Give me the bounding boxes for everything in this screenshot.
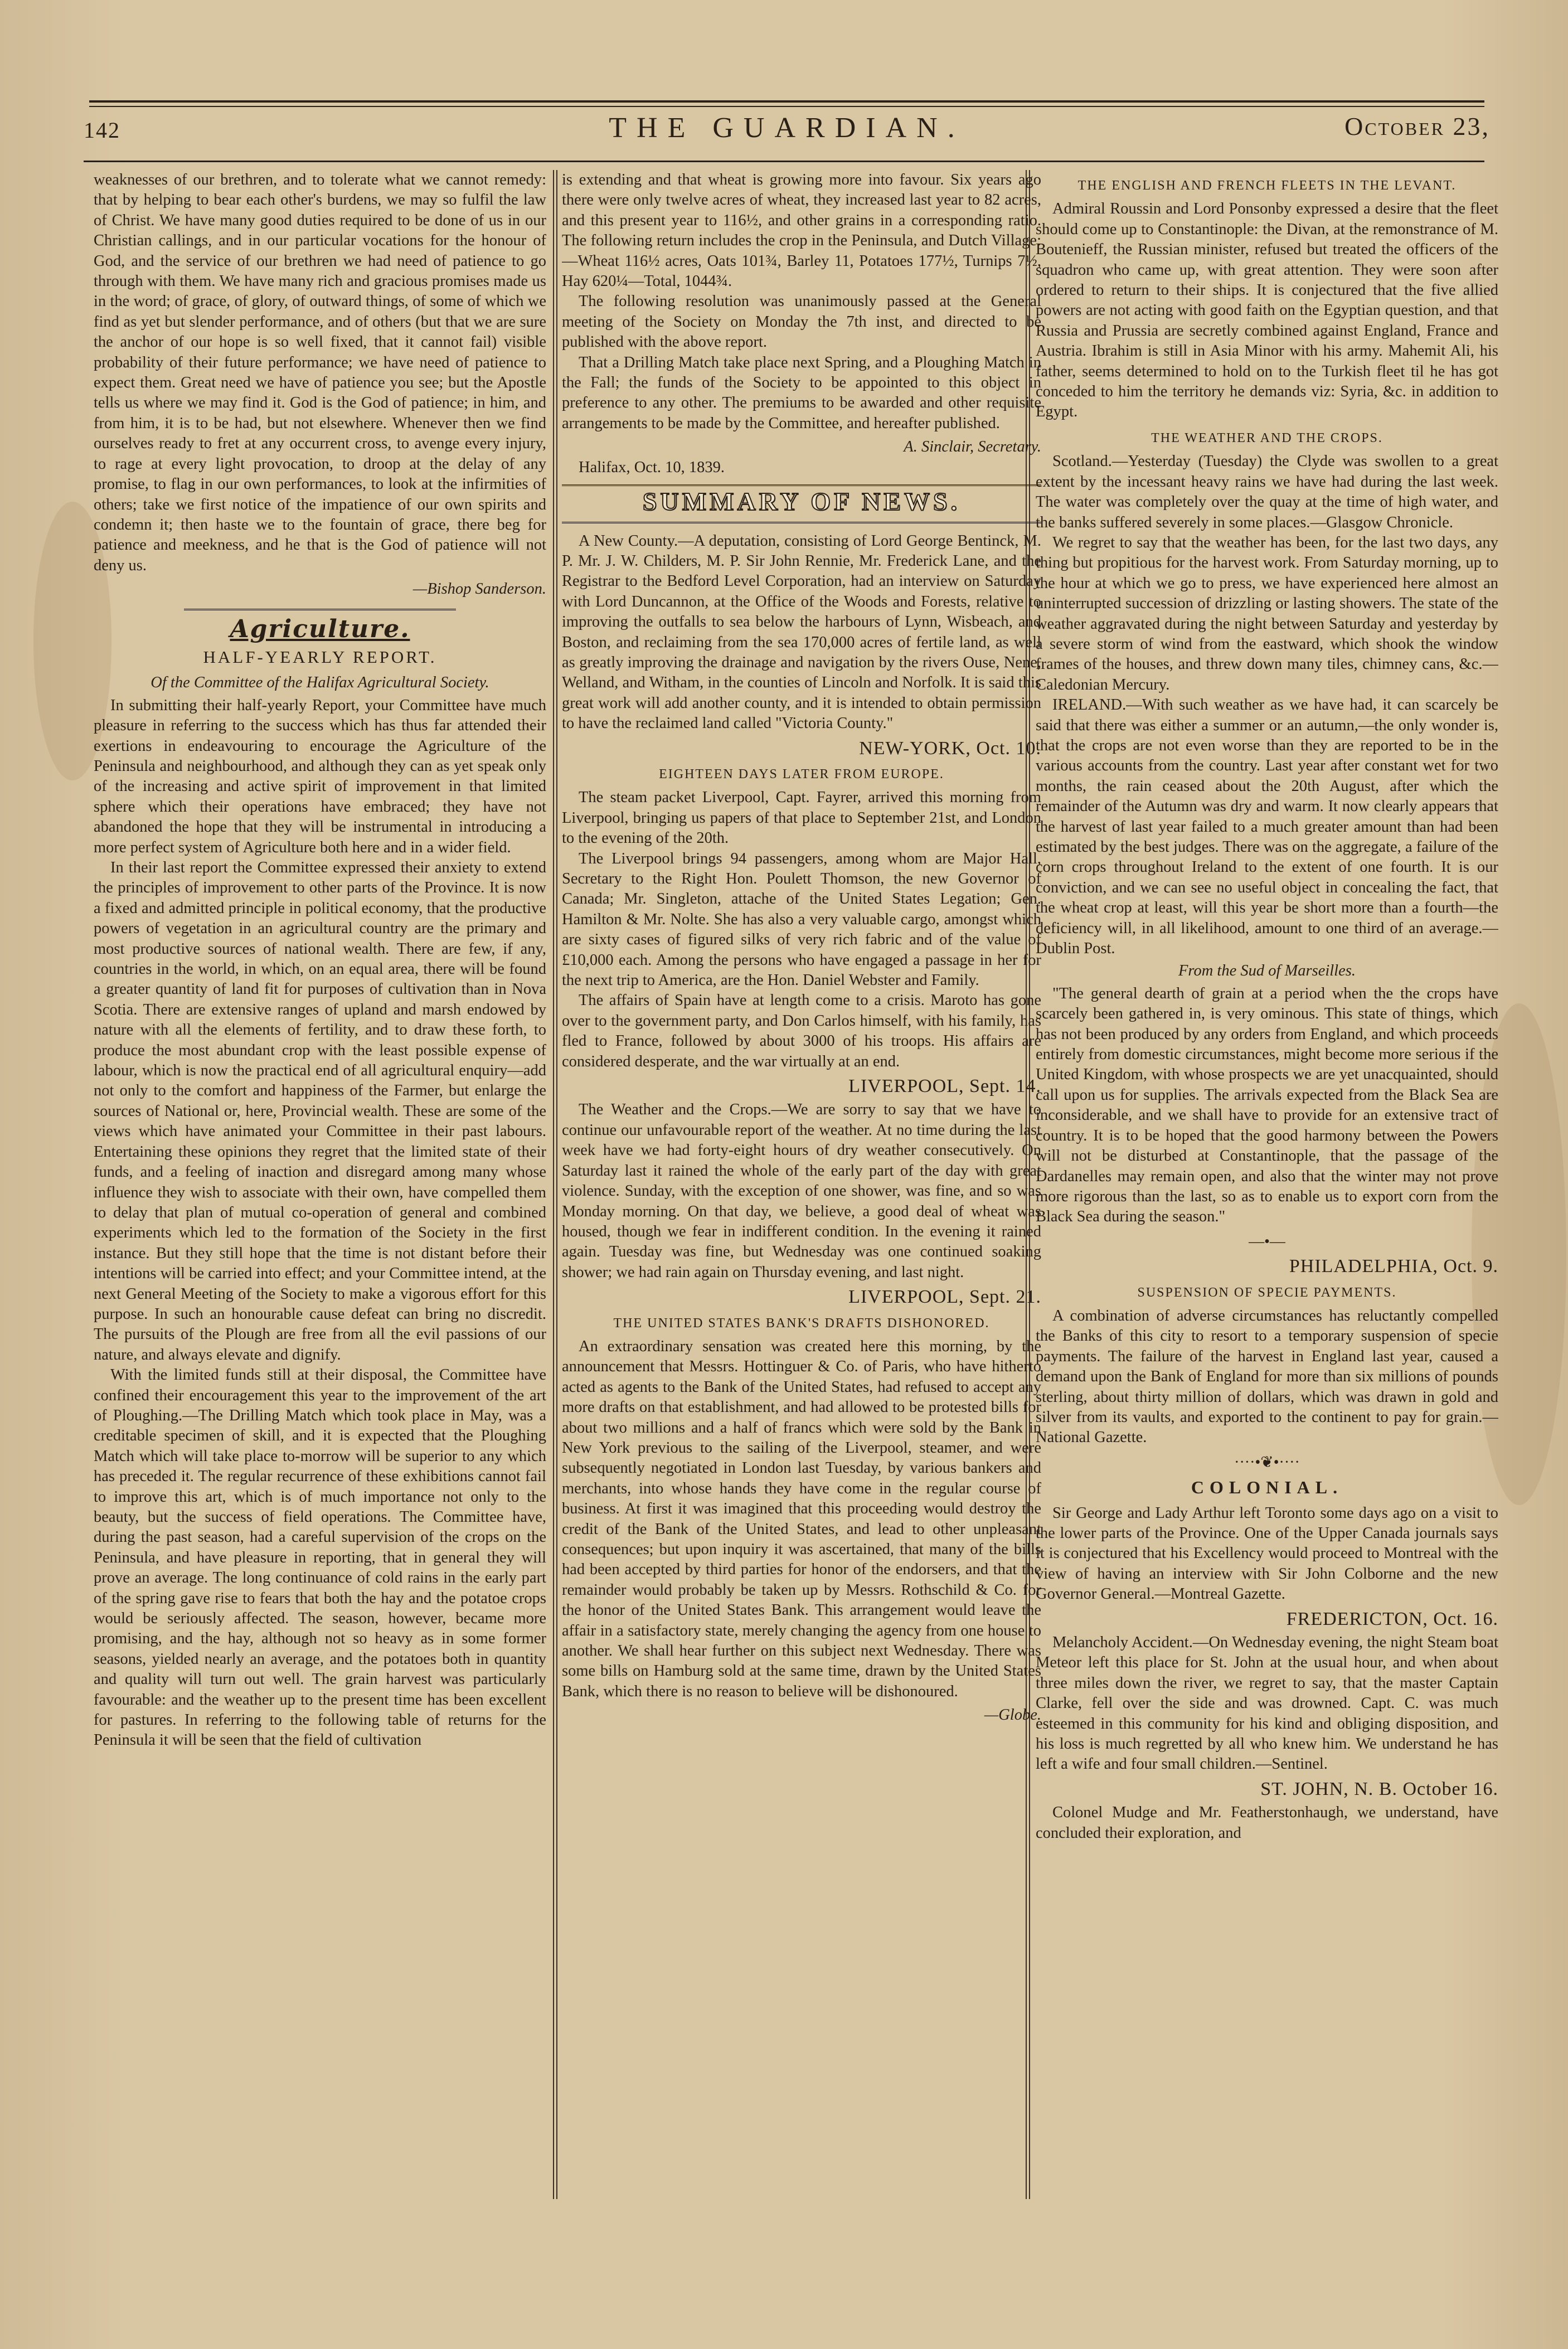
news-paragraph: A New County.—A deputation, consisting of Lord George Bentinck, M. P. Mr. J. W. Childers, M. P. Sir John Rennie, Mr. Frederick Lane, and the Registrar to the Bedford Level Corporation, had an interview on Saturday with Lord Duncannon, at the Office of the Woods and Forests, relative to improving the outfalls to sea below the harbours of Lynn, Wisbeach, and Boston, and reclaiming from the sea 170,000 acres of fertile land, as well as greatly improving the drainage and navigation by the rivers Ouse, Nene, Welland, and Witham, in the counties of Lincoln and Norfolk. It is said this great work will add another county, and it is intended to obtain permission to have the reclaimed land called "Victoria County." xyxy=(562,532,1041,732)
stjohn-dateline: ST. JOHN, N. B. October 16. xyxy=(1260,1778,1498,1799)
header-rule xyxy=(84,161,1484,162)
news-paragraph: "The general dearth of grain at a period when the the crops have scarcely been gathered in, is very ominous. This state of things, which has not been produced by any orders from England, and which proceeds entirely from domestic circumstances, might become more serious if the United Kingdom, with whose prospects we are yet unacquainted, should call upon us for supplies. The arrivals expected from the Black Sea are inconsiderable, and we shall have to provide for an extensive tract of country. It is to be hoped that the good harmony between the Powers will not be disturbed at Constantinople, that the passage of the Dardanelles may remain open, and also that the winter may not prove more rigorous than the last, so as to enable us to export corn from the Black Sea during the season." xyxy=(1036,984,1498,1226)
news-paragraph: Colonel Mudge and Mr. Featherstonhaugh, we understand, have concluded their exploration, and xyxy=(1036,1804,1498,1842)
news-paragraph: The Liverpool brings 94 passengers, among whom are Major Hall, Secretary to the Right Hon. Poulett Thomson, the new Governor of Canada; Mr. Singleton, attache of the United States Legation; Gen. Hamilton & Mr. Nolte. She has also a very valuable cargo, amongst which are sixty cases of figured silks of very rich fabric and of the value of £10,000 each. Among the persons who have engaged a passage in her for the next trip to America, are the Hon. Daniel Webster and Family. xyxy=(562,850,1041,989)
column-middle xyxy=(562,170,1041,2205)
philadelphia-dateline: PHILADELPHIA, Oct. 9. xyxy=(1289,1256,1498,1277)
column-right xyxy=(1036,170,1498,2205)
agriculture-heading-text: Agriculture. xyxy=(230,614,410,643)
news-paragraph: The Weather and the Crops.—We are sorry to say that we have to continue our unfavourable report of the weather. At no time during the last week have we had forty-eight hours of dry weather consecutively. On Saturday last it rained the whole of the early part of the day with great violence. Sunday, with the exception of one shower, was fine, and so was Monday morning. On that day, we believe, a good deal of wheat was housed, though we fear in indifferent condition. In the evening it rained again. Tuesday was fine, but Wednesday was one continued soaking shower; we had rain again on Thursday evening, and last night. xyxy=(562,1101,1041,1281)
news-paragraph: A combination of adverse circumstances has reluctantly compelled the Banks of this city to resort to a temporary suspension of specie payments. The failure of the harvest in England last year, caused a demand upon the Bank of England for more than six millions of pounds sterling, about thirty million of dollars, which was drawn in gold and silver from its vaults, and exported to the continent to pay for grain.—National Gazette. xyxy=(1036,1307,1498,1447)
globe-signature: —Globe. xyxy=(984,1706,1041,1724)
news-paragraph: Sir George and Lady Arthur left Toronto some days ago on a visit to the lower parts of the Province. One of the Upper Canada journals says it is conjectured that his Excellency would proceed to Montreal with the view of having an interview with Sir John Colborne and the new Governor General.—Montreal Gazette. xyxy=(1036,1504,1498,1603)
europe-news-title: EIGHTEEN DAYS LATER FROM EUROPE. xyxy=(659,766,944,782)
liverpool-dateline: LIVERPOOL, Sept. 14. xyxy=(848,1076,1041,1097)
news-paragraph: The affairs of Spain have at length come to a crisis. Maroto has gone over to the government party, and Don Carlos himself, with his family, has fled to France, followed by about 3000 of his troops. His affairs are considered desperate, and the war virtually at an end. xyxy=(562,992,1041,1070)
resolution-paragraph: That a Drilling Match take place next Spring, and a Ploughing Match in the Fall; the funds of the Society to be appointed to this object in preference to any other. The premiums to be awarded and other requisite arrangements to be made by the Committee, and hereafter published. xyxy=(562,353,1041,432)
page-header xyxy=(84,111,1490,151)
fleets-title: THE ENGLISH AND FRENCH FLEETS IN THE LEVANT. xyxy=(1077,178,1457,193)
sermon-signature: —Bishop Sanderson. xyxy=(412,580,546,598)
ornament-divider: ····•❦•···· xyxy=(1234,1453,1300,1471)
resolution-paragraph: The following resolution was unanimously passed at the General meeting of the Society on Monday the 7th inst, and directed to be published with the above report. xyxy=(562,293,1041,351)
report-paragraph: With the limited funds still at their disposal, the Committee have confined their encouragement this year to the improvement of the art of Ploughing.—The Drilling Match which took place in May, was a creditable specimen of skill, and it is expected that the Ploughing Match which will take place to-morrow will be superior to any which has preceded it. The regular recurrence of these exhibitions cannot fail to improve this art, which is of much importance not only to the beauty, but the success of field operations. The Committee have, during the past season, had a careful supervision of the crops on the Peninsula, and have pleasure in reporting, that in general they will prove an average. The long continuance of cold rains in the early part of the spring gave rise to fears that both the hay and the potatoe crops would be seriously affected. The season, however, became more promising, and the hay, although not so heavy as in some former seasons, yielded nearly an average, and the potatoes both in quantity and quality will turn out well. The grain harvest was particularly favourable: and the weather up to the present time has been excellent for pastures. In referring to the following table of returns for the Peninsula it will be seen that the field of cultivation xyxy=(94,1366,546,1749)
news-paragraph: Melancholy Accident.—On Wednesday evening, the night Steam boat Meteor left this place for St. John at the usual hour, and when about three miles down the river, we regret to say, that the master Captain Clarke, fell over the side and was drowned. Capt. C. was much esteemed in this community for his kind and obliging disposition, and his loss is much regretted by all who knew him. We understand he has left a wife and four small children.—Sentinel. xyxy=(1036,1634,1498,1773)
report-title: HALF-YEARLY REPORT. xyxy=(203,647,437,667)
summary-of-news-title: SUMMARY OF NEWS. xyxy=(642,487,961,516)
weather-title: THE WEATHER AND THE CROPS. xyxy=(1151,430,1383,445)
report-subtitle: Of the Committee of the Halifax Agricultural Society. xyxy=(151,674,489,692)
agriculture-heading xyxy=(94,614,546,643)
news-paragraph: IRELAND.—With such weather as we have had, it can scarcely be said that there was either a summer or an autumn,—the only wonder is, that the crops are not even worse than they are reported to be in the various accounts from the country. Last year after constant wet for two months, the rain ceased about the 20th August, after which the remainder of the Autumn was dry and warm. It now clearly appears that the harvest of last year failed to a much greater amount than had been estimated by the best judges. There was on the aggregate, a failure of the corn crops throughout Ireland to the extent of one fourth. It is our conviction, and we can see no useful object in concealing the fact, that the wheat crop at least, will this year be short more than a fourth—the deficiency will, in all likelihood, amount to one third of an average.—Dublin Post. xyxy=(1036,696,1498,958)
summary-of-news-banner xyxy=(562,484,1041,523)
bank-news-title: THE UNITED STATES BANK'S DRAFTS DISHONORED. xyxy=(613,1316,990,1331)
column-rule xyxy=(556,170,557,2199)
news-paragraph: Scotland.—Yesterday (Tuesday) the Clyde was swollen to a great extent by the incessant heavy rains we have had during the last week. The water was completely over the quay at the time of high water, and the banks suffered severely in some places.—Glasgow Chronicle. xyxy=(1036,453,1498,531)
small-divider: —•— xyxy=(1249,1232,1285,1250)
page-number: 142 xyxy=(84,118,120,143)
news-paragraph: Admiral Roussin and Lord Ponsonby expressed a desire that the fleet should come up to Constantinople: the Divan, at the remonstrance of M. Boutenieff, the Russian minister, refused but treated the officers of the squadron who came up, with great attention. They were soon after ordered to return to their ships. It is conjectured that the five allied powers are not acting with good faith on the Egyptian question, and that Russia and Prussia are secretly combined against England, France and Austria. Ibrahim is still in Asia Minor with his army. Mahemit Ali, his father, seems determined to hold on to the Turkish fleet til he has got conceded to him the territory he demands viz: Syria, &c. in addition to Egypt. xyxy=(1036,200,1498,421)
masthead-title: THE GUARDIAN. xyxy=(609,112,965,144)
report-paragraph: In submitting their half-yearly Report, your Committee have much pleasure in referring to the success which has thus far attended their exertions in endeavouring to encourage the Agriculture of the Peninsula and neighbourhood, and although they can as yet speak only of the increasing and active spirit of improvement in that limited sphere which their operations have embraced; they have not abandoned the hope that they will be instrumental in introducing a more perfect system of Agriculture both here and in a wider field. xyxy=(94,696,546,856)
news-paragraph: We regret to say that the weather has been, for the last two days, any thing but propitious for the harvest work. From Saturday morning, up to the hour at which we go to press, we have experienced here almost an uninterrupted succession of drizzling or lasting showers. The state of the weather aggravated during the night between Saturday and yesterday by a severe storm of wind from the eastward, which shook the window frames of the houses, and threw down many tiles, chimney cans, &c.—Caledonian Mercury. xyxy=(1036,533,1498,693)
newyork-dateline: NEW-YORK, Oct. 10. xyxy=(859,737,1041,759)
report-paragraph: is extending and that wheat is growing more into favour. Six years ago there were only twelve acres of wheat, they increased last year to 82 acres, and this present year to 116½, and other grains in a corresponding ratio. The following return includes the crop in the Peninsula, and Dutch Village:—Wheat 116½ acres, Oats 101¾, Barley 11, Potatoes 177½, Turnips 7½, Hay 620¼—Total, 1044¾. xyxy=(562,171,1041,290)
fredericton-dateline: FREDERICTON, Oct. 16. xyxy=(1286,1608,1498,1629)
liverpool-dateline: LIVERPOOL, Sept. 21. xyxy=(848,1287,1041,1308)
top-rule xyxy=(89,100,1484,107)
colonial-heading: COLONIAL. xyxy=(1191,1477,1343,1498)
section-divider xyxy=(184,609,455,610)
halifax-dateline: Halifax, Oct. 10, 1839. xyxy=(579,458,725,476)
news-paragraph: An extraordinary sensation was created here this morning, by the announcement that Messrs. Hottinguer & Co. of Paris, who have hitherto acted as agents to the Bank of the United States, had refused to accept any more drafts on that establishment, and had allowed to be protested bills for about two millions and a half of francs which were sold by the Bank in New York previous to the sailing of the Liverpool, steamer, and were subsequently negotiated in London last Tuesday, by various bankers and merchants, into whose hands they have come in the regular course of business. At first it was imagined that this proceeding would destroy the credit of the Bank of the United States, and lead to other unpleasant consequences; but upon inquiry it was ascertained, that many of the bills had been accepted by third parties for honor of the endorsers, and that the remainder would probably be taken up by Messrs. Rothschild & Co. for the honor of the United States Bank. This arrangement would leave the affair in a satisfactory state, merely changing the agency from one house to another. We shall hear further on this subject next Wednesday. There was some bills on Hamburg sold at the same time, drawn by the United States Bank, which there is no reason to believe will be dishonoured. xyxy=(562,1337,1041,1700)
column-rule xyxy=(553,170,554,2199)
secretary-signature: A. Sinclair, Secretary. xyxy=(904,438,1041,456)
column-left xyxy=(94,170,546,2205)
sermon-paragraph: weaknesses of our brethren, and to tolerate what we cannot remedy: that by helping to bear each other's burdens, we may so fulfil the law of Christ. We have many good duties required to be done of us in our Christian callings, and in our particular vocations for the honour of God, and the service of our brethren we had need of patience to go through with them. We have many rich and gracious promises made us in the word; of grace, of glory, of outward things, of some of which we find as yet but slender performance, and of others (but that we are sure the anchor of our hope is so well fixed, that it cannot fail) visible probability of their future performance; we have need of patience to expect them. Great need we have of patience you see; but the Apostle tells us where we may find it. God is the God of patience; in him, and from him, it is to be had, but not elsewhere. Whenever then we find ourselves ready to fret at any occurrent cross, to avenge every injury, to rage at every light provocation, to droop at the delay of any promise, to flag in our own performances, to look at the infirmities of others; take we first notice of the impatience of our own spirits and condemn it; then haste we to the fountain of grace, there beg for patience and meekness, and he that is the God of patience will not deny us. xyxy=(94,171,546,574)
specie-title: SUSPENSION OF SPECIE PAYMENTS. xyxy=(1137,1285,1397,1300)
news-paragraph: The steam packet Liverpool, Capt. Fayrer, arrived this morning from Liverpool, bringing us papers of that place to September 21st, and London to the evening of the 20th. xyxy=(562,789,1041,847)
issue-date: October 23, xyxy=(1344,112,1490,140)
report-paragraph: In their last report the Committee expressed their anxiety to extend the principles of improvement to other parts of the Province. It is now a fixed and admitted principle in political economy, that the productive powers of vegetation in an agricultural country are the primary and most productive sources of national wealth. There are few, if any, countries in the world, in which, on an equal area, there will be found a greater quantity of land fit for purposes of cultivation than in Nova Scotia. There are extensive ranges of upland and marsh endowed by nature with all the elements of fertility, and to draw these forth, to produce the most abundant crop with the least possible expense of labour, which is now the practical end of all agricultural enquiry—add not only to the comfort and happiness of the Farmer, but enlarge the sources of National or, here, Provincial wealth. These are some of the views which have animated your Committee in their past labours. Entertaining these opinions they regret that the limited state of their funds, and a feeling of inaction and disregard among many whose influence they wish to associate with their own, have compelled them to delay that plan of mutual co-operation of general and combined experiments which led to the formation of the Society in the first instance. But they still hope that the time is not distant before their intentions will be carried into effect; and your Committee intend, at the next General Meeting of the Society to make a vigorous effort for this purpose. In such an honourable cause defeat can bring no discredit. The pursuits of the Plough are free from all the evil passions of our nature, and always elevate and dignify. xyxy=(94,859,546,1363)
marseilles-title: From the Sud of Marseilles. xyxy=(1178,962,1356,980)
